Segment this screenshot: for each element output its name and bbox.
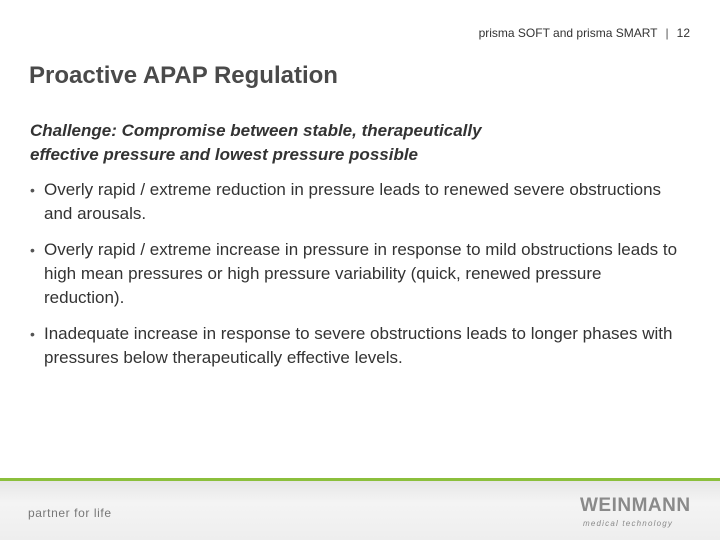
- footer-tagline: partner for life: [28, 506, 112, 520]
- bullet-marker: •: [30, 182, 35, 198]
- challenge-text: [30, 119, 670, 167]
- logo-subtext: medical technology: [583, 519, 674, 528]
- header-separator: |: [665, 26, 669, 40]
- challenge-line-1: Challenge: Compromise between stable, therapeutically: [30, 121, 482, 140]
- bullet-text: Inadequate increase in response to severe obstructions leads to longer phases with pressures below therapeutically effective levels.: [44, 324, 673, 367]
- bullet-list: [30, 178, 680, 382]
- slide-title: Proactive APAP Regulation: [29, 62, 338, 89]
- challenge-line-2: effective pressure and lowest pressure possible: [30, 145, 419, 164]
- bullet-item: [30, 178, 680, 226]
- header-meta: [479, 26, 690, 40]
- page-number: 12: [676, 26, 690, 40]
- bullet-item: [30, 238, 680, 310]
- footer-accent-line: [0, 478, 720, 481]
- bullet-item: [30, 322, 680, 370]
- weinmann-logo: [580, 495, 695, 531]
- product-name: prisma SOFT and prisma SMART: [478, 26, 658, 40]
- bullet-marker: •: [30, 242, 35, 258]
- logo-text: WEINMANN: [580, 495, 691, 516]
- bullet-text: Overly rapid / extreme increase in pressure in response to mild obstructions leads to high mean pressures or high pressure variability (quick, renewed pressure reduction).: [44, 240, 678, 307]
- bullet-text: Overly rapid / extreme reduction in pressure leads to renewed severe obstructions and arousals.: [44, 180, 662, 223]
- bullet-marker: •: [30, 326, 35, 342]
